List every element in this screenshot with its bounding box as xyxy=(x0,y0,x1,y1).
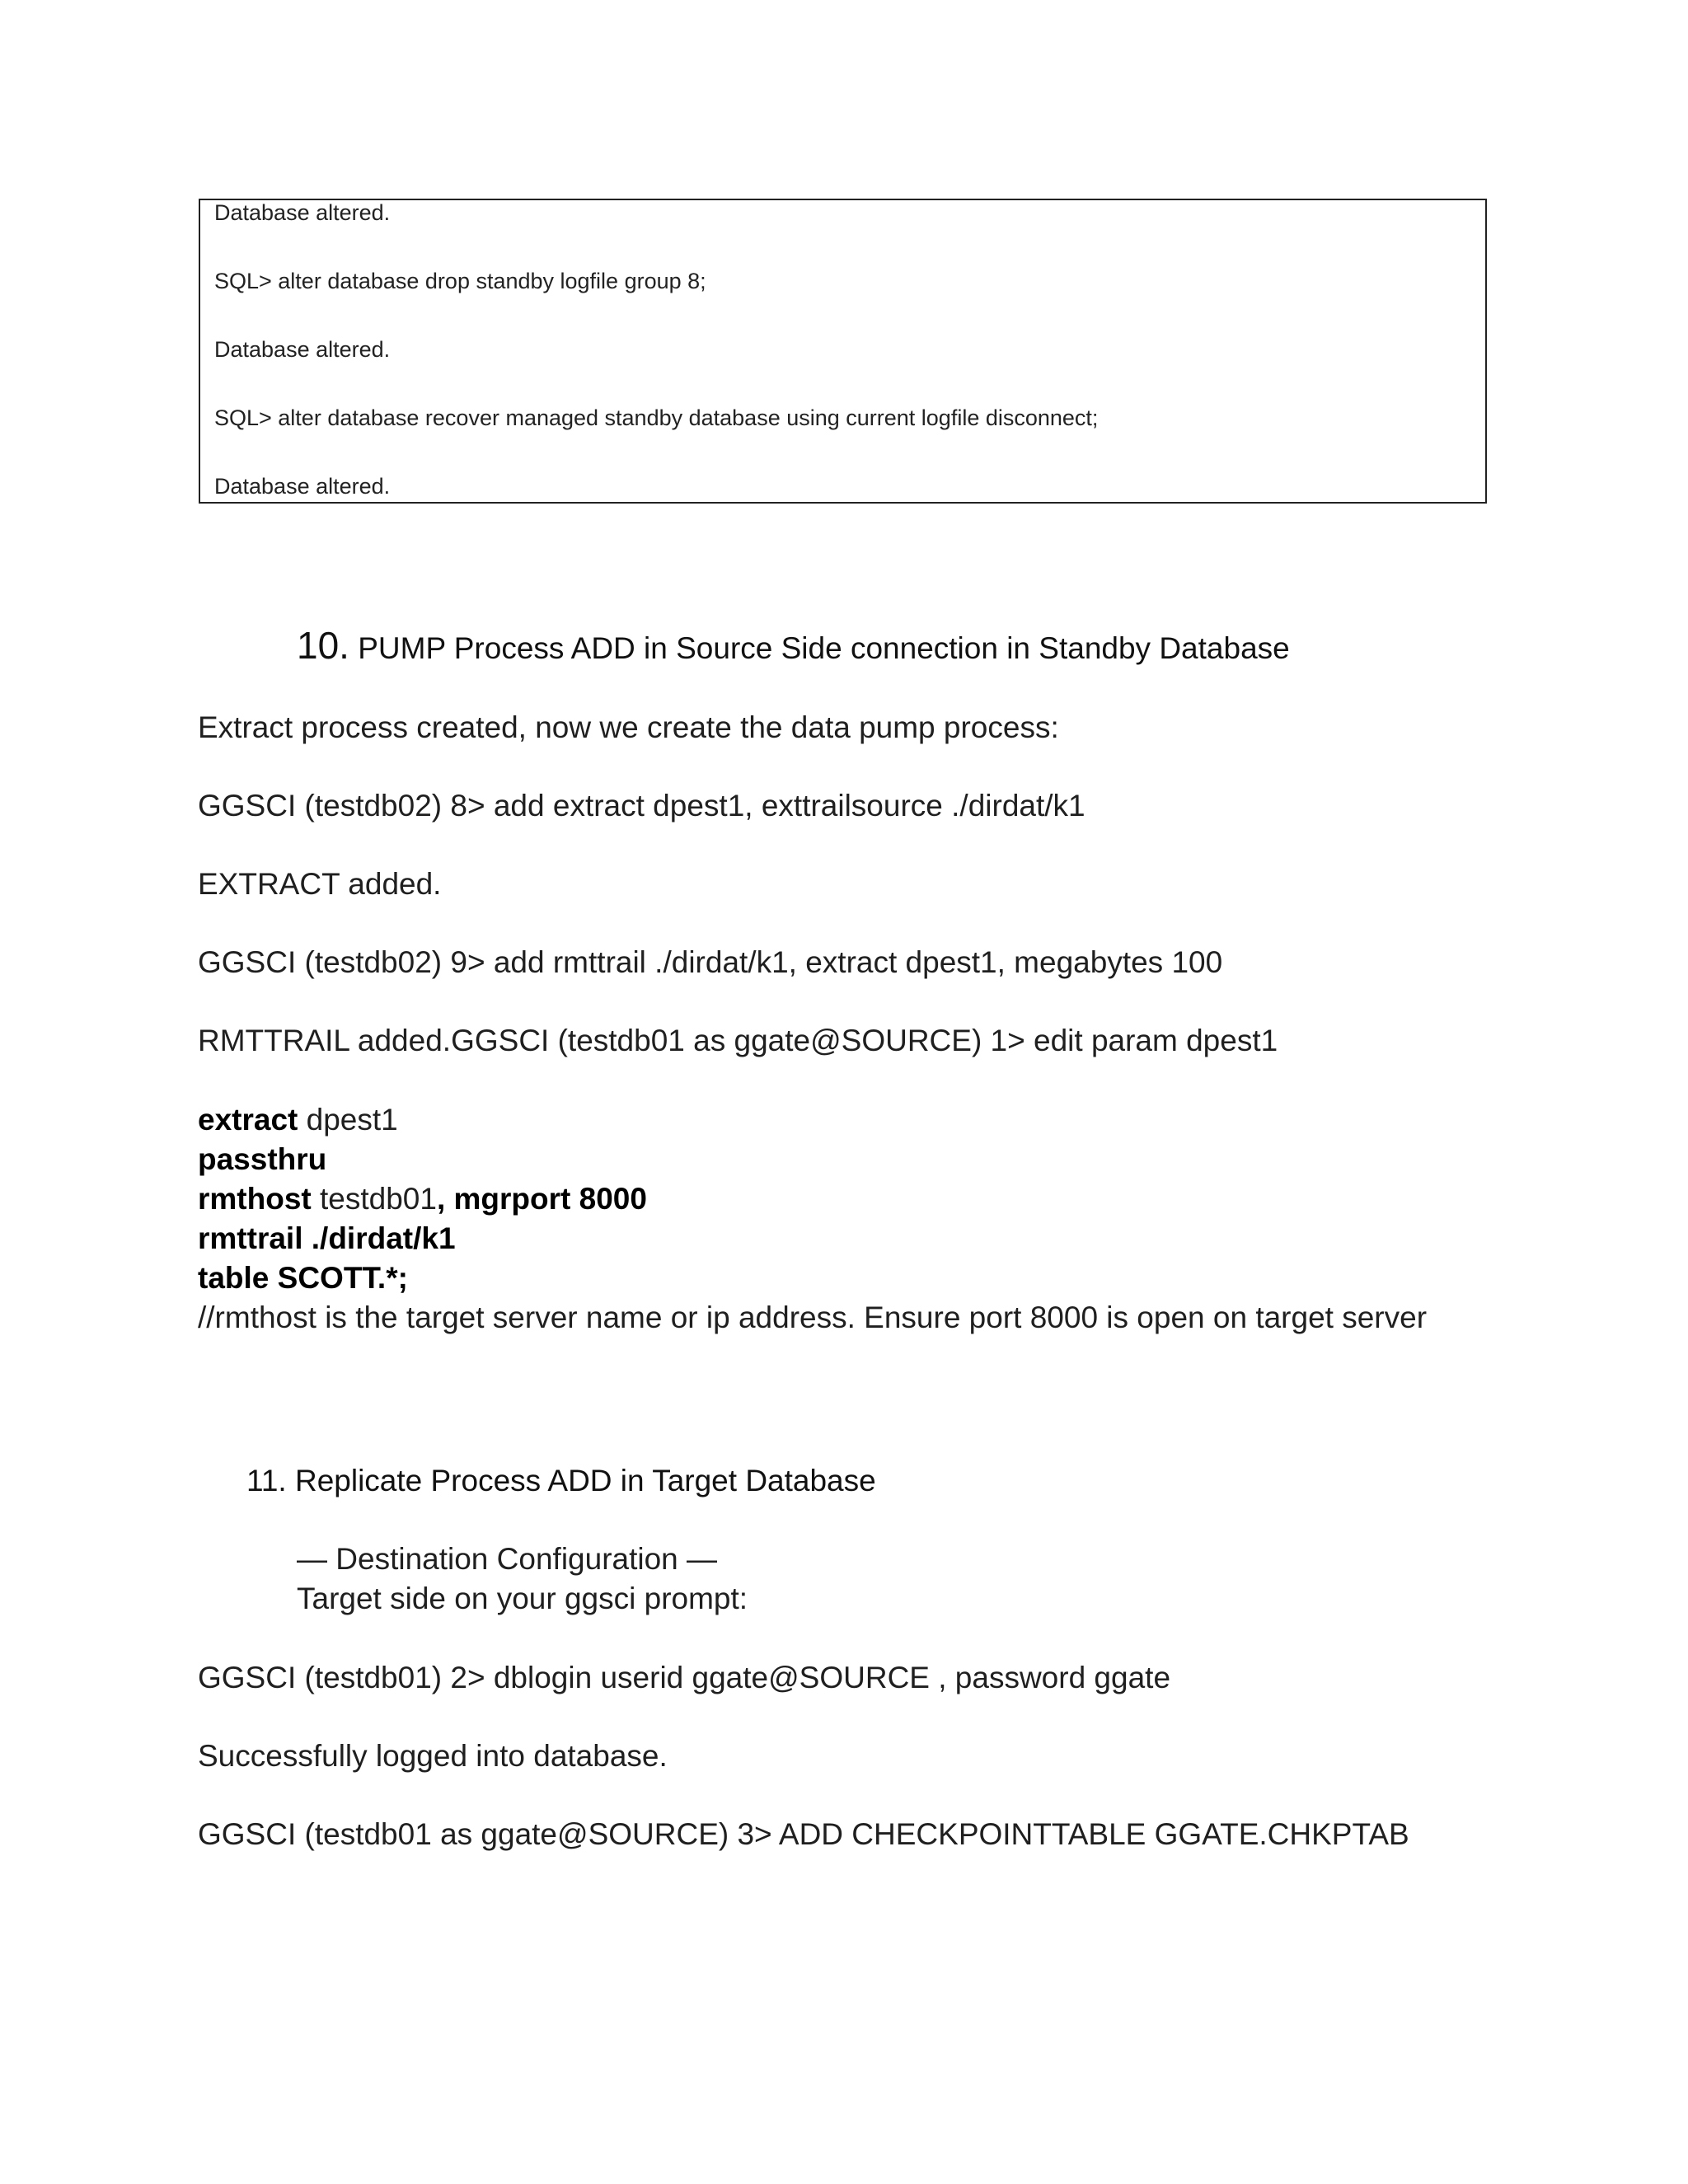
param-passthru-line xyxy=(198,1142,326,1177)
param-extract-value: dpest1 xyxy=(298,1103,398,1137)
ggsci-command-edit-param: RMTTRAIL added.GGSCI (testdb01 as ggate@SOURCE) 1> edit param dpest1 xyxy=(198,1024,1278,1057)
ggsci-command-add-checkpointtable: GGSCI (testdb01 as ggate@SOURCE) 3> ADD CHECKPOINTTABLE GGATE.CHKPTAB xyxy=(198,1817,1409,1851)
ggsci-command-add-rmttrail: GGSCI (testdb02) 9> add rmttrail ./dirdat/k1, extract dpest1, megabytes 100 xyxy=(198,945,1223,979)
param-rmthost-line xyxy=(198,1182,647,1216)
param-extract-line xyxy=(198,1103,398,1137)
ggsci-command-add-extract: GGSCI (testdb02) 8> add extract dpest1, exttrailsource ./dirdat/k1 xyxy=(198,789,1085,823)
box-line-5: Database altered. xyxy=(214,474,391,499)
login-success-output: Successfully logged into database. xyxy=(198,1739,668,1773)
param-mgrport: , mgrport 8000 xyxy=(436,1182,647,1216)
section-10-intro: Extract process created, now we create the data pump process: xyxy=(198,710,1059,744)
section-10-title: PUMP Process ADD in Source Side connection in Standby Database xyxy=(358,631,1290,665)
param-rmttrail: rmttrail ./dirdat/k1 xyxy=(198,1221,456,1255)
destination-configuration: — Destination Configuration — xyxy=(297,1542,718,1576)
box-line-3: Database altered. xyxy=(214,337,391,362)
box-line-1: Database altered. xyxy=(214,200,391,225)
section-10-heading xyxy=(297,623,1290,668)
ggsci-command-dblogin: GGSCI (testdb01) 2> dblogin userid ggate@SOURCE , password ggate xyxy=(198,1661,1171,1694)
section-10-number: 10. xyxy=(297,624,349,667)
param-extract-keyword: extract xyxy=(198,1103,298,1137)
sql-output-box xyxy=(199,199,1487,504)
param-comment: //rmthost is the target server name or ip address. Ensure port 8000 is open on target server xyxy=(198,1301,1428,1334)
section-11-heading: 11. Replicate Process ADD in Target Database xyxy=(246,1464,876,1497)
param-table: table SCOTT.*; xyxy=(198,1261,408,1295)
param-passthru: passthru xyxy=(198,1142,327,1176)
param-rmthost-value: testdb01 xyxy=(311,1182,437,1216)
extract-added-output: EXTRACT added. xyxy=(198,867,442,901)
param-table-line xyxy=(198,1261,408,1296)
target-side-note: Target side on your ggsci prompt: xyxy=(297,1582,748,1615)
param-rmthost-keyword: rmthost xyxy=(198,1182,312,1216)
box-line-4: SQL> alter database recover managed standby database using current logfile disconnect; xyxy=(214,405,1099,430)
box-line-2: SQL> alter database drop standby logfile group 8; xyxy=(214,269,706,293)
param-rmttrail-line xyxy=(198,1221,456,1256)
